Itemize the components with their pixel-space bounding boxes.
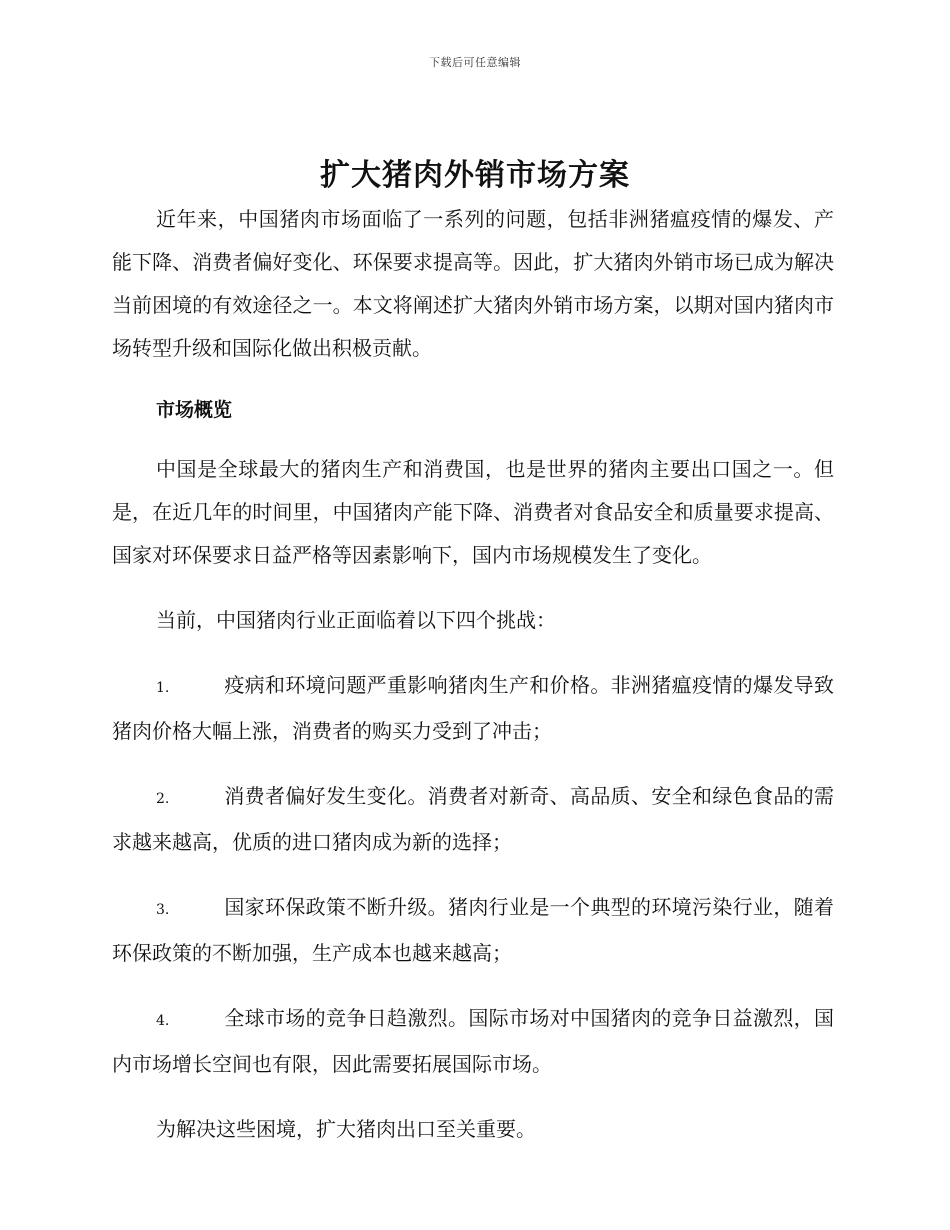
list-item-text: 消费者偏好发生变化。消费者对新奇、高品质、安全和绿色食品的需求越来越高，优质的进口猪肉成为新的选择； bbox=[112, 784, 834, 854]
conclusion-paragraph: 为解决这些困境，扩大猪肉出口至关重要。 bbox=[156, 1117, 536, 1141]
section-heading: 市场概览 bbox=[156, 399, 233, 421]
list-item bbox=[112, 886, 834, 975]
list-item bbox=[112, 997, 834, 1086]
intro-paragraph: 近年来，中国猪肉市场面临了一系列的问题，包括非洲猪瘟疫情的爆发、产能下降、消费者偏好变化、环保要求提高等。因此，扩大猪肉外销市场已成为解决当前困境的有效途径之一。本文将阐述扩大猪肉外销市场方案，以期对国内猪肉市场转型升级和国际化做出积极贡献。 bbox=[112, 207, 834, 360]
list-number: 1. bbox=[156, 680, 170, 696]
overview-paragraph: 中国是全球最大的猪肉生产和消费国，也是世界的猪肉主要出口国之一。但是，在近几年的时间里，中国猪肉产能下降、消费者对食品安全和质量要求提高、国家对环保要求日益严格等因素影响下，国内市场规模发生了变化。 bbox=[112, 457, 834, 567]
list-number: 2. bbox=[156, 791, 170, 807]
list-number: 3. bbox=[156, 902, 170, 918]
list-item-text: 全球市场的竞争日趋激烈。国际市场对中国猪肉的竞争日益激烈，国内市场增长空间也有限，因此需要拓展国际市场。 bbox=[112, 1006, 834, 1076]
header-note: 下载后可任意编辑 bbox=[429, 56, 521, 69]
list-item bbox=[112, 775, 834, 864]
challenges-intro: 当前，中国猪肉行业正面临着以下四个挑战： bbox=[156, 608, 556, 632]
list-item bbox=[112, 664, 834, 753]
list-item-text: 国家环保政策不断升级。猪肉行业是一个典型的环境污染行业，随着环保政策的不断加强，生产成本也越来越高； bbox=[112, 895, 834, 965]
list-item-text: 疫病和环境问题严重影响猪肉生产和价格。非洲猪瘟疫情的爆发导致猪肉价格大幅上涨，消费者的购买力受到了冲击； bbox=[112, 673, 834, 743]
page-title: 扩大猪肉外销市场方案 bbox=[320, 158, 630, 193]
document-body bbox=[112, 198, 834, 1151]
list-number: 4. bbox=[156, 1013, 170, 1029]
